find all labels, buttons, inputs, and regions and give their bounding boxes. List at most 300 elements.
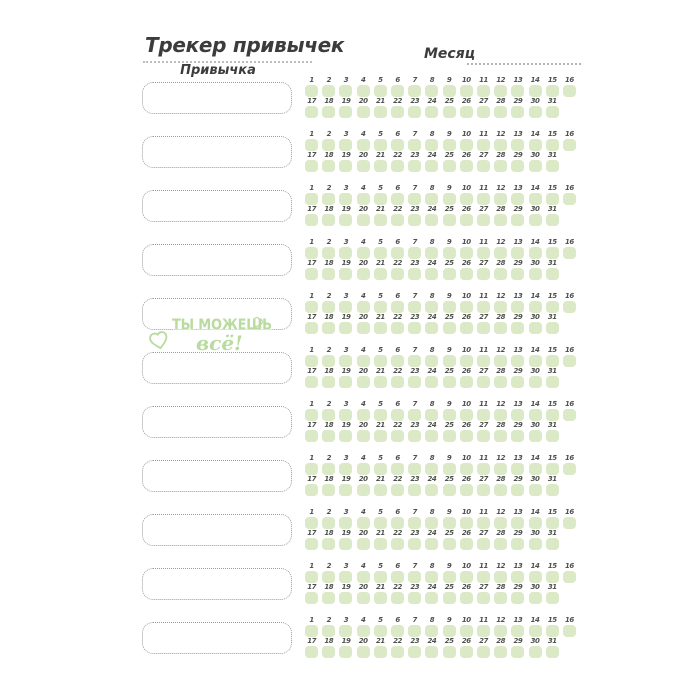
day-checkbox[interactable] [460,139,473,151]
day-checkbox[interactable] [357,247,370,259]
day-checkbox[interactable] [460,484,473,496]
day-checkbox[interactable] [494,571,507,583]
day-checkbox[interactable] [494,322,507,334]
day-checkbox[interactable] [425,85,438,97]
day-checkbox[interactable] [494,193,507,205]
day-checkbox[interactable] [425,430,438,442]
day-checkbox[interactable] [529,409,542,421]
day-checkbox[interactable] [529,571,542,583]
day-checkbox[interactable] [305,268,318,280]
day-checkbox[interactable] [460,538,473,550]
day-checkbox[interactable] [460,625,473,637]
day-checkbox[interactable] [460,571,473,583]
day-checkbox[interactable] [357,301,370,313]
day-checkbox[interactable] [322,268,335,280]
day-checkbox[interactable] [391,268,404,280]
day-checkbox[interactable] [425,214,438,226]
day-checkbox[interactable] [391,484,404,496]
day-checkbox[interactable] [391,409,404,421]
day-checkbox[interactable] [511,160,524,172]
day-checkbox[interactable] [339,646,352,658]
day-checkbox[interactable] [546,85,559,97]
day-checkbox[interactable] [339,193,352,205]
day-checkbox[interactable] [443,193,456,205]
day-checkbox[interactable] [443,247,456,259]
day-checkbox[interactable] [408,193,421,205]
day-checkbox[interactable] [563,463,576,475]
day-checkbox[interactable] [391,301,404,313]
day-checkbox[interactable] [391,139,404,151]
month-input-line[interactable] [467,49,581,65]
day-checkbox[interactable] [391,160,404,172]
day-checkbox[interactable] [408,625,421,637]
day-checkbox[interactable] [546,214,559,226]
day-checkbox[interactable] [322,646,335,658]
day-checkbox[interactable] [529,463,542,475]
day-checkbox[interactable] [443,517,456,529]
day-checkbox[interactable] [305,625,318,637]
day-checkbox[interactable] [546,355,559,367]
day-checkbox[interactable] [425,538,438,550]
day-checkbox[interactable] [305,430,318,442]
day-checkbox[interactable] [425,355,438,367]
day-checkbox[interactable] [339,430,352,442]
day-checkbox[interactable] [305,484,318,496]
day-checkbox[interactable] [305,106,318,118]
day-checkbox[interactable] [339,301,352,313]
day-checkbox[interactable] [563,409,576,421]
day-checkbox[interactable] [357,214,370,226]
day-checkbox[interactable] [511,538,524,550]
day-checkbox[interactable] [357,463,370,475]
day-checkbox[interactable] [546,376,559,388]
day-checkbox[interactable] [425,484,438,496]
day-checkbox[interactable] [494,85,507,97]
day-checkbox[interactable] [357,646,370,658]
day-checkbox[interactable] [339,517,352,529]
day-checkbox[interactable] [374,139,387,151]
day-checkbox[interactable] [494,268,507,280]
day-checkbox[interactable] [391,85,404,97]
day-checkbox[interactable] [322,571,335,583]
day-checkbox[interactable] [477,214,490,226]
day-checkbox[interactable] [460,193,473,205]
day-checkbox[interactable] [494,430,507,442]
day-checkbox[interactable] [408,592,421,604]
day-checkbox[interactable] [529,268,542,280]
day-checkbox[interactable] [339,592,352,604]
day-checkbox[interactable] [322,592,335,604]
day-checkbox[interactable] [477,322,490,334]
day-checkbox[interactable] [305,322,318,334]
day-checkbox[interactable] [391,106,404,118]
day-checkbox[interactable] [322,484,335,496]
day-checkbox[interactable] [477,301,490,313]
day-checkbox[interactable] [529,193,542,205]
day-checkbox[interactable] [357,160,370,172]
day-checkbox[interactable] [357,322,370,334]
day-checkbox[interactable] [477,625,490,637]
habit-name-box[interactable] [142,514,292,546]
day-checkbox[interactable] [511,301,524,313]
day-checkbox[interactable] [374,625,387,637]
day-checkbox[interactable] [408,247,421,259]
day-checkbox[interactable] [374,538,387,550]
day-checkbox[interactable] [357,538,370,550]
day-checkbox[interactable] [357,355,370,367]
day-checkbox[interactable] [529,430,542,442]
day-checkbox[interactable] [305,355,318,367]
day-checkbox[interactable] [425,139,438,151]
day-checkbox[interactable] [305,592,318,604]
habit-name-box[interactable] [142,460,292,492]
day-checkbox[interactable] [529,85,542,97]
day-checkbox[interactable] [322,538,335,550]
day-checkbox[interactable] [477,646,490,658]
day-checkbox[interactable] [460,430,473,442]
day-checkbox[interactable] [374,463,387,475]
day-checkbox[interactable] [374,322,387,334]
day-checkbox[interactable] [322,625,335,637]
day-checkbox[interactable] [477,106,490,118]
day-checkbox[interactable] [391,646,404,658]
day-checkbox[interactable] [443,355,456,367]
day-checkbox[interactable] [322,409,335,421]
day-checkbox[interactable] [408,322,421,334]
day-checkbox[interactable] [546,268,559,280]
day-checkbox[interactable] [511,592,524,604]
day-checkbox[interactable] [511,625,524,637]
day-checkbox[interactable] [494,376,507,388]
day-checkbox[interactable] [546,430,559,442]
day-checkbox[interactable] [563,625,576,637]
day-checkbox[interactable] [322,355,335,367]
day-checkbox[interactable] [443,538,456,550]
day-checkbox[interactable] [322,301,335,313]
day-checkbox[interactable] [425,247,438,259]
day-checkbox[interactable] [425,571,438,583]
day-checkbox[interactable] [374,409,387,421]
day-checkbox[interactable] [408,268,421,280]
day-checkbox[interactable] [374,484,387,496]
day-checkbox[interactable] [305,214,318,226]
day-checkbox[interactable] [443,646,456,658]
day-checkbox[interactable] [305,247,318,259]
day-checkbox[interactable] [494,355,507,367]
day-checkbox[interactable] [443,430,456,442]
habit-name-box[interactable] [142,82,292,114]
day-checkbox[interactable] [374,85,387,97]
day-checkbox[interactable] [408,85,421,97]
day-checkbox[interactable] [339,376,352,388]
day-checkbox[interactable] [529,517,542,529]
day-checkbox[interactable] [443,214,456,226]
day-checkbox[interactable] [494,625,507,637]
day-checkbox[interactable] [477,268,490,280]
day-checkbox[interactable] [391,571,404,583]
day-checkbox[interactable] [408,409,421,421]
day-checkbox[interactable] [477,193,490,205]
day-checkbox[interactable] [339,355,352,367]
day-checkbox[interactable] [322,463,335,475]
day-checkbox[interactable] [443,301,456,313]
day-checkbox[interactable] [477,409,490,421]
day-checkbox[interactable] [529,322,542,334]
day-checkbox[interactable] [322,214,335,226]
day-checkbox[interactable] [408,106,421,118]
day-checkbox[interactable] [546,139,559,151]
day-checkbox[interactable] [477,538,490,550]
day-checkbox[interactable] [563,355,576,367]
day-checkbox[interactable] [425,322,438,334]
day-checkbox[interactable] [322,193,335,205]
day-checkbox[interactable] [357,409,370,421]
day-checkbox[interactable] [529,301,542,313]
day-checkbox[interactable] [374,646,387,658]
day-checkbox[interactable] [460,268,473,280]
day-checkbox[interactable] [322,322,335,334]
day-checkbox[interactable] [460,355,473,367]
day-checkbox[interactable] [339,85,352,97]
habit-name-box[interactable] [142,136,292,168]
day-checkbox[interactable] [477,376,490,388]
day-checkbox[interactable] [339,139,352,151]
day-checkbox[interactable] [391,247,404,259]
day-checkbox[interactable] [460,463,473,475]
day-checkbox[interactable] [529,355,542,367]
day-checkbox[interactable] [460,160,473,172]
day-checkbox[interactable] [529,376,542,388]
day-checkbox[interactable] [408,430,421,442]
day-checkbox[interactable] [494,646,507,658]
day-checkbox[interactable] [494,247,507,259]
day-checkbox[interactable] [391,517,404,529]
day-checkbox[interactable] [357,376,370,388]
day-checkbox[interactable] [511,193,524,205]
day-checkbox[interactable] [305,139,318,151]
day-checkbox[interactable] [391,322,404,334]
day-checkbox[interactable] [374,355,387,367]
day-checkbox[interactable] [357,625,370,637]
day-checkbox[interactable] [408,517,421,529]
day-checkbox[interactable] [425,409,438,421]
day-checkbox[interactable] [546,646,559,658]
day-checkbox[interactable] [305,463,318,475]
day-checkbox[interactable] [305,160,318,172]
day-checkbox[interactable] [460,106,473,118]
day-checkbox[interactable] [477,355,490,367]
day-checkbox[interactable] [408,376,421,388]
day-checkbox[interactable] [408,301,421,313]
day-checkbox[interactable] [322,85,335,97]
day-checkbox[interactable] [374,106,387,118]
day-checkbox[interactable] [322,517,335,529]
day-checkbox[interactable] [511,139,524,151]
day-checkbox[interactable] [391,538,404,550]
day-checkbox[interactable] [408,538,421,550]
day-checkbox[interactable] [408,160,421,172]
day-checkbox[interactable] [443,160,456,172]
day-checkbox[interactable] [408,484,421,496]
day-checkbox[interactable] [546,484,559,496]
day-checkbox[interactable] [460,247,473,259]
day-checkbox[interactable] [443,571,456,583]
day-checkbox[interactable] [391,376,404,388]
day-checkbox[interactable] [529,214,542,226]
day-checkbox[interactable] [443,592,456,604]
day-checkbox[interactable] [305,85,318,97]
day-checkbox[interactable] [494,538,507,550]
day-checkbox[interactable] [511,247,524,259]
day-checkbox[interactable] [339,214,352,226]
day-checkbox[interactable] [546,322,559,334]
day-checkbox[interactable] [391,625,404,637]
day-checkbox[interactable] [529,247,542,259]
day-checkbox[interactable] [460,322,473,334]
day-checkbox[interactable] [443,268,456,280]
day-checkbox[interactable] [425,646,438,658]
day-checkbox[interactable] [511,517,524,529]
day-checkbox[interactable] [546,571,559,583]
day-checkbox[interactable] [546,625,559,637]
day-checkbox[interactable] [477,517,490,529]
day-checkbox[interactable] [511,106,524,118]
day-checkbox[interactable] [477,160,490,172]
day-checkbox[interactable] [477,592,490,604]
day-checkbox[interactable] [305,517,318,529]
day-checkbox[interactable] [391,430,404,442]
day-checkbox[interactable] [339,160,352,172]
day-checkbox[interactable] [460,376,473,388]
day-checkbox[interactable] [374,247,387,259]
day-checkbox[interactable] [425,268,438,280]
day-checkbox[interactable] [425,463,438,475]
day-checkbox[interactable] [357,484,370,496]
day-checkbox[interactable] [374,301,387,313]
day-checkbox[interactable] [460,214,473,226]
day-checkbox[interactable] [339,484,352,496]
day-checkbox[interactable] [494,517,507,529]
day-checkbox[interactable] [494,409,507,421]
day-checkbox[interactable] [357,517,370,529]
day-checkbox[interactable] [460,409,473,421]
day-checkbox[interactable] [511,355,524,367]
day-checkbox[interactable] [460,517,473,529]
day-checkbox[interactable] [546,463,559,475]
day-checkbox[interactable] [563,193,576,205]
day-checkbox[interactable] [374,193,387,205]
day-checkbox[interactable] [305,409,318,421]
day-checkbox[interactable] [374,592,387,604]
day-checkbox[interactable] [443,85,456,97]
day-checkbox[interactable] [529,646,542,658]
day-checkbox[interactable] [357,139,370,151]
day-checkbox[interactable] [425,517,438,529]
day-checkbox[interactable] [529,538,542,550]
day-checkbox[interactable] [408,139,421,151]
day-checkbox[interactable] [477,430,490,442]
habit-name-box[interactable] [142,244,292,276]
day-checkbox[interactable] [511,571,524,583]
day-checkbox[interactable] [322,376,335,388]
day-checkbox[interactable] [494,139,507,151]
day-checkbox[interactable] [425,160,438,172]
day-checkbox[interactable] [494,592,507,604]
day-checkbox[interactable] [425,376,438,388]
day-checkbox[interactable] [511,214,524,226]
day-checkbox[interactable] [425,106,438,118]
day-checkbox[interactable] [391,355,404,367]
day-checkbox[interactable] [305,193,318,205]
day-checkbox[interactable] [494,214,507,226]
day-checkbox[interactable] [460,592,473,604]
day-checkbox[interactable] [494,160,507,172]
day-checkbox[interactable] [511,322,524,334]
day-checkbox[interactable] [357,268,370,280]
day-checkbox[interactable] [425,301,438,313]
habit-name-box[interactable] [142,568,292,600]
day-checkbox[interactable] [511,85,524,97]
day-checkbox[interactable] [443,106,456,118]
day-checkbox[interactable] [546,193,559,205]
day-checkbox[interactable] [339,409,352,421]
day-checkbox[interactable] [322,139,335,151]
day-checkbox[interactable] [443,139,456,151]
day-checkbox[interactable] [494,484,507,496]
day-checkbox[interactable] [374,214,387,226]
day-checkbox[interactable] [477,85,490,97]
day-checkbox[interactable] [408,214,421,226]
day-checkbox[interactable] [563,247,576,259]
day-checkbox[interactable] [460,85,473,97]
day-checkbox[interactable] [408,646,421,658]
day-checkbox[interactable] [511,646,524,658]
day-checkbox[interactable] [494,106,507,118]
day-checkbox[interactable] [529,592,542,604]
day-checkbox[interactable] [357,592,370,604]
day-checkbox[interactable] [529,160,542,172]
habit-name-box[interactable] [142,406,292,438]
day-checkbox[interactable] [339,571,352,583]
day-checkbox[interactable] [529,484,542,496]
day-checkbox[interactable] [305,538,318,550]
day-checkbox[interactable] [511,268,524,280]
day-checkbox[interactable] [460,301,473,313]
day-checkbox[interactable] [477,139,490,151]
day-checkbox[interactable] [511,376,524,388]
day-checkbox[interactable] [511,430,524,442]
day-checkbox[interactable] [322,247,335,259]
day-checkbox[interactable] [408,463,421,475]
day-checkbox[interactable] [546,160,559,172]
day-checkbox[interactable] [339,538,352,550]
day-checkbox[interactable] [357,571,370,583]
day-checkbox[interactable] [443,376,456,388]
day-checkbox[interactable] [494,301,507,313]
day-checkbox[interactable] [460,646,473,658]
day-checkbox[interactable] [494,463,507,475]
day-checkbox[interactable] [477,247,490,259]
day-checkbox[interactable] [511,409,524,421]
day-checkbox[interactable] [425,193,438,205]
day-checkbox[interactable] [391,214,404,226]
day-checkbox[interactable] [322,160,335,172]
day-checkbox[interactable] [477,463,490,475]
day-checkbox[interactable] [322,430,335,442]
day-checkbox[interactable] [511,484,524,496]
day-checkbox[interactable] [374,430,387,442]
day-checkbox[interactable] [477,484,490,496]
